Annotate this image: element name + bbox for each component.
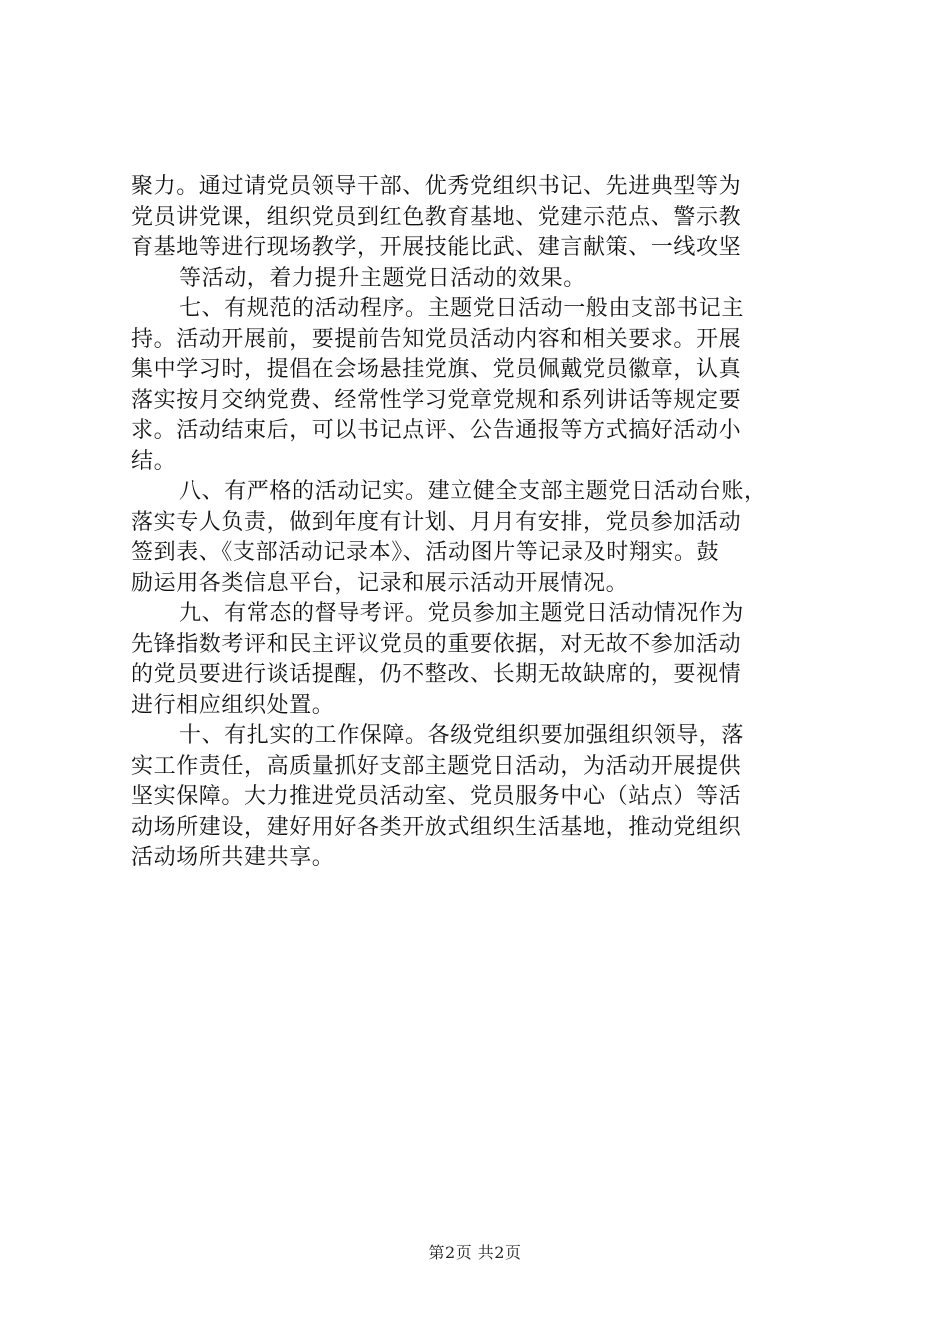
text-line: 落实专人负责，做到年度有计划、月月有安排，党员参加活动 [131, 509, 742, 535]
paragraph-heading-line: 九、有常态的督导考评。党员参加主题党日活动情况作为 [179, 601, 745, 626]
text-line: 坚实保障。大力推进党员活动室、党员服务中心（站点）等活 [131, 784, 742, 809]
text-line: 先锋指数考评和民主评议党员的重要依据，对无故不参加活动 [131, 631, 742, 657]
text-line: 进行相应组织处置。 [131, 692, 335, 718]
text-line: 求。活动结束后，可以书记点评、公告通报等方式搞好活动小 [131, 418, 742, 443]
text-line: 活动场所共建共享。 [131, 845, 335, 870]
text-line: 励运用各类信息平台，记录和展示活动开展情况。 [131, 570, 629, 596]
paragraph-heading-line: 八、有严格的活动记实。建立健全支部主题党日活动台账， [179, 479, 767, 504]
text-line: 实工作责任，高质量抓好支部主题党日活动，为活动开展提供 [131, 753, 742, 779]
text-line: 持。活动开展前，要提前告知党员活动内容和相关要求。开展 [131, 326, 742, 352]
text-line: 的党员要进行谈话提醒，仍不整改、长期无故缺席的，要视情 [131, 662, 742, 687]
text-line: 签到表、《支部活动记录本》、活动图片等记录及时翔实。鼓 [131, 540, 720, 565]
text-line: 聚力。通过请党员领导干部、优秀党组织书记、先进典型等为 [131, 174, 742, 199]
text-line: 育基地等进行现场教学，开展技能比武、建言献策、一线攻坚 [131, 235, 742, 260]
text-line: 动场所建设，建好用好各类开放式组织生活基地，推动党组织 [131, 814, 742, 840]
text-line: 集中学习时，提倡在会场悬挂党旗、党员佩戴党员徽章，认真 [131, 357, 742, 382]
text-line: 等活动，着力提升主题党日活动的效果。 [179, 265, 586, 291]
text-line: 结。 [131, 448, 177, 474]
document-body [131, 172, 831, 874]
text-line: 党员讲党课，组织党员到红色教育基地、党建示范点、警示教 [131, 204, 742, 230]
paragraph-heading-line: 十、有扎实的工作保障。各级党组织要加强组织领导，落 [179, 723, 745, 748]
paragraph-heading-line: 七、有规范的活动程序。主题党日活动一般由支部书记主 [179, 296, 745, 321]
page-number-footer: 第2页 共2页 [428, 1243, 522, 1262]
text-line: 落实按月交纳党费、经常性学习党章党规和系列讲话等规定要 [131, 387, 742, 413]
